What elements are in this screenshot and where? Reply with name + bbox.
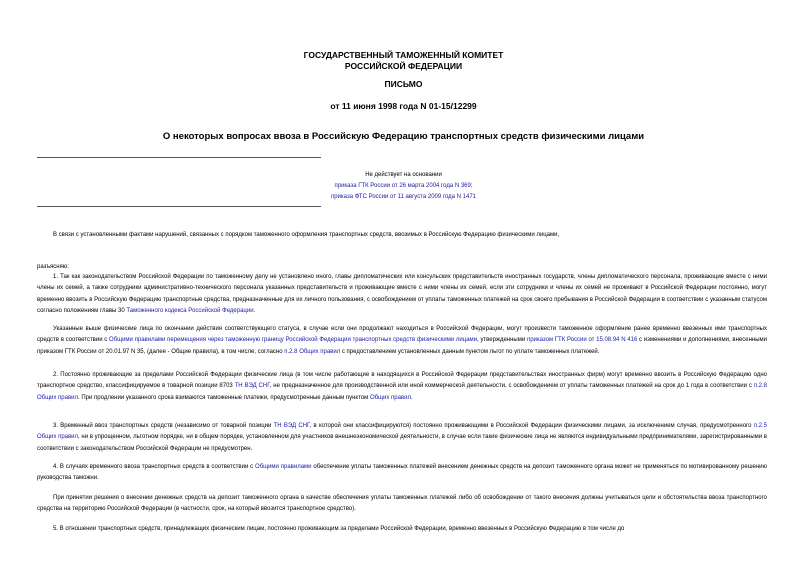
document-type: ПИСЬМО [384,79,423,89]
status-note-text: Не действует на основании [365,172,442,178]
link-customs-code[interactable]: Таможенного кодекса Российской Федерации [126,307,254,314]
link-tn-ved-2[interactable]: ТН ВЭД СНГ [273,423,310,429]
link-general-rules-b[interactable]: Общих правил [369,394,411,401]
paragraph-2: 2. Постоянно проживающие за пределами Российской Федерации физические лица (в том числе работающие в находящихся в Российской Федерации представительствах иностранных фирм) могут временно ввозить в Российскую Федерацию одно транспортное средство, классифицируемое в товарной позиции 8703 ТН ВЭД СНГ, не предназначенное для производственной или иной коммерческой деятельности, с освобождением от уплаты таможенных платежей на срок до 1 года в соответствии с п.2.8 Общих правил. При продлении указанного срока взимаются таможенные платежи, предусмотренные данным пунктом Общих правил. [37,372,768,401]
link-rules-p2-8[interactable]: п.2.8 Общих правил [284,348,341,355]
paragraph-1-continued: Указанные выше физические лица по окончании действия соответствующего статуса, в случае если они продолжают находиться в Российской Федерации, могут произвести таможенное оформление ранее временно ввезенных ими транспортных средств в соответствии с Общими правилами перемещения через таможенную границу Российской Федерации транспортных средств физическими лицами, утвержденными приказом ГТК России от 15.08.94 N 416 с изменениями и дополнениями, внесенными приказом ГТК России от 20.01.97 N 35, (далее - Общие правила), в том числе, согласно п.2.8 Общих правил с предоставлением установленных данным пунктом льгот по уплате таможенных платежей. [37,326,767,355]
link-tn-ved-1[interactable]: ТН ВЭД СНГ [234,383,270,390]
paragraph-3: 3. Временный ввоз транспортных средств (независимо от товарной позиции ТН ВЭД СНГ, в которой они классифицируются) постоянно проживающими в Российской Федерации физическими лицами, за исключением случая, предусмотренного п.2.5 Общих правил, ни в упрощенном, льготном порядке, ни в общем порядке, установленном для участников внешнеэкономической деятельности, в случае если такие физические лица не являются индивидуальными предпринимателями, зарегистрированными в соответствии с законодательством Российской Федерации не предусмотрен. [37,423,767,452]
org-name-line2: РОССИЙСКОЙ ФЕДЕРАЦИИ [344,61,463,71]
intro-paragraph: В связи с установленными фактами нарушений, связанных с порядком таможенного оформления транспортных средств, ввозимых в Российскую Федерацию физическими лицами, [53,232,560,238]
paragraph-5: 5. В отношении транспортных средств, принадлежащих физическим лицам, постоянно проживающим за пределами Российской Федерации, временно ввезенных в Российскую Федерацию в том числе до [53,526,625,532]
link-rules-p2-5[interactable]: п.2.5 Общих правил [37,423,767,441]
status-link-order-1471[interactable]: приказа ФТС России от 11 августа 2009 года N 1471 [330,194,477,200]
explain-line: разъясняю: [37,264,69,270]
document-title: О некоторых вопросах ввоза в Российскую Федерацию транспортных средств физическими лицами [162,131,645,142]
paragraph-4-continued: При принятии решения о внесении денежных средств на депозит таможенного органа в качестве обеспечения уплаты таможенных платежей либо об освобождении от такого внесения должны учитываться цели и обстоятельства ввоза транспортного средства на территорию Российской Федерации (в частности, срок, на который ввозится транспортное средство). [37,495,767,513]
status-link-order-369[interactable]: приказа ГТК России от 26 марта 2004 года N 369; [334,183,473,189]
link-general-rules-c[interactable]: Общими правилами [255,464,312,470]
link-rules-p2-8-b[interactable]: п.2.8 Общих правил [37,383,768,401]
paragraph-4: 4. В случаях временного ввоза транспортных средств в соответствии с Общими правилами обеспечение уплаты таможенных платежей внесением денежных средств на депозит таможенного органа может не применяться по мотивированному решению руководства таможни. [37,464,768,482]
divider-top [37,157,321,158]
link-general-rules[interactable]: Общими правилами перемещения через таможенную границу Российской Федерации транспортных средств физическими лицами [109,337,478,344]
divider-bottom [37,206,321,207]
document-date: от 11 июня 1998 года N 01-15/12299 [330,101,477,111]
paragraph-1: 1. Так как законодательством Российской Федерации по таможенному делу не установлено иного, главы дипломатических или консульских представительств иностранных государств, члены дипломатического персонала, проживающие вместе с ними члены их семей, а также сотрудники административно-технического персонала указанных представительств и проживающие вместе с ними члены их семей, если эти сотрудники и члены их семей не проживают в Российской Федерации постоянно, могут временно ввозить в Российскую Федерацию транспортные средства, предназначенные для их личного пользования, с освобождением от уплаты таможенных платежей на срок своего пребывания в Российской Федерации в соответствии с указанным статусом согласно положениям главы 30 Таможенного кодекса Российской Федерации. [37,274,767,314]
link-order-416[interactable]: приказом ГТК России от 15.08.94 N 416 [526,337,638,344]
org-name-line1: ГОСУДАРСТВЕННЫЙ ТАМОЖЕННЫЙ КОМИТЕТ [303,50,504,60]
